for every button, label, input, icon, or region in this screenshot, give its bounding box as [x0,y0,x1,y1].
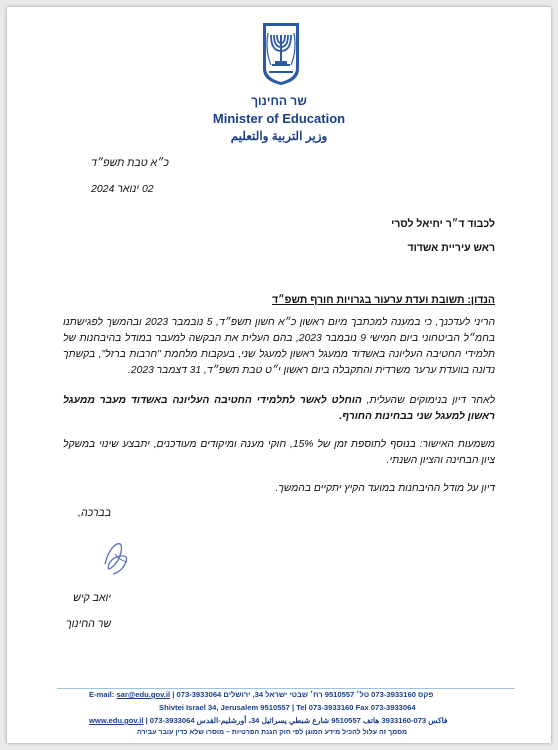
closing: בברכה, [78,507,111,519]
signature [95,534,139,578]
recipient-title: ראש עיריית אשדוד [407,242,495,254]
body-paragraph-2-lead: לאחר דיון בנימוקים שהעלית, [361,395,496,406]
minister-title-hebrew: שר החינוך [251,94,307,108]
footer-email-label: E-mail: [89,690,115,699]
footer-address-ar: | 073-3933064 فاكس 073-3933160 هاتف 9510557 شارع شبطي يسرائيل 34، أورشليم-القدس [145,716,448,725]
footer-line-2: Shivtei Israel 34, Jerusalem 9510557 | Tel 073-3933160 Fax 073-3933064 [159,703,416,712]
letter-page [7,7,551,743]
footer-website-link[interactable]: www.edu.gov.il [89,716,144,725]
body-paragraph-2 [63,393,495,425]
footer-line-1 [89,690,433,699]
signer-title: שר החינוך [66,618,111,630]
body-paragraph-3: משמעות האישור: בנוסף לתוספת זמן של 15%, חוקי מענה ומיקודים מעודכנים, יתבצע שינוי במשקל ציון הבחינה והציון השנתי. [63,439,495,466]
date-hebrew: כ״א טבת תשפ״ד [91,157,169,169]
footer-email-link[interactable]: sar@edu.gov.il [116,690,171,699]
body-paragraph-1: הריני לעדכנך, כי במענה למכתבך מיום ראשון כ״א חשון תשפ״ד, 5 נובמבר 2023 ובהמשך לפגישתנו בחמ״ל הביטחוני ביום חמישי 9 נובמבר 2023, בהם העלית את הבקשה למעבר במודל בהיבחנות של תלמידי החטיבה העליונה באשדוד ממעגל ראשון למעגל שני, בעקבות מלחמת "חרבות ברזל", בקשתך נדונה בוועדת ערער משרדית והתקבלה ביום ראשון י״ט טבת תשפ״ד, 31 דצמבר 2023. [63,317,496,376]
state-emblem-icon [259,21,303,87]
minister-title-english: Minister of Education [212,111,346,126]
footer-line-3 [89,716,448,725]
body-paragraph-2-decision: הוחלט לאשר לתלמידי החטיבה העליונה באשדוד מעבר ממעגל ראשון למעגל שני בבחינות החורף. [63,395,495,422]
date-gregorian: 02 ינואר 2024 [91,183,154,195]
body-paragraph-4: דיון על מודל ההיבחנות במועד הקיץ יתקיים בהמשך. [275,483,495,494]
recipient-name: לכבוד ד״ר יחיאל לסרי [391,218,495,230]
footer-divider [57,688,515,689]
minister-title-arabic: وزير التربية والتعليم [230,129,328,143]
footer-address-he: | 073-3933064 פקס 073-3933160 טל׳ 9510557 רח׳ שבטי ישראל 34, ירושלים [172,690,434,699]
footer-privacy-notice: מסמך זה עלול להכיל מידע המוגן לפי חוק הגנת הפרטיות – מוסרו שלא כדין עובר עבירה [137,729,408,736]
signer-name: יואב קיש [73,592,111,604]
subject-line: הנדון: תשובת ועדת ערעור בגרויות חורף תשפ״ד [272,294,495,306]
